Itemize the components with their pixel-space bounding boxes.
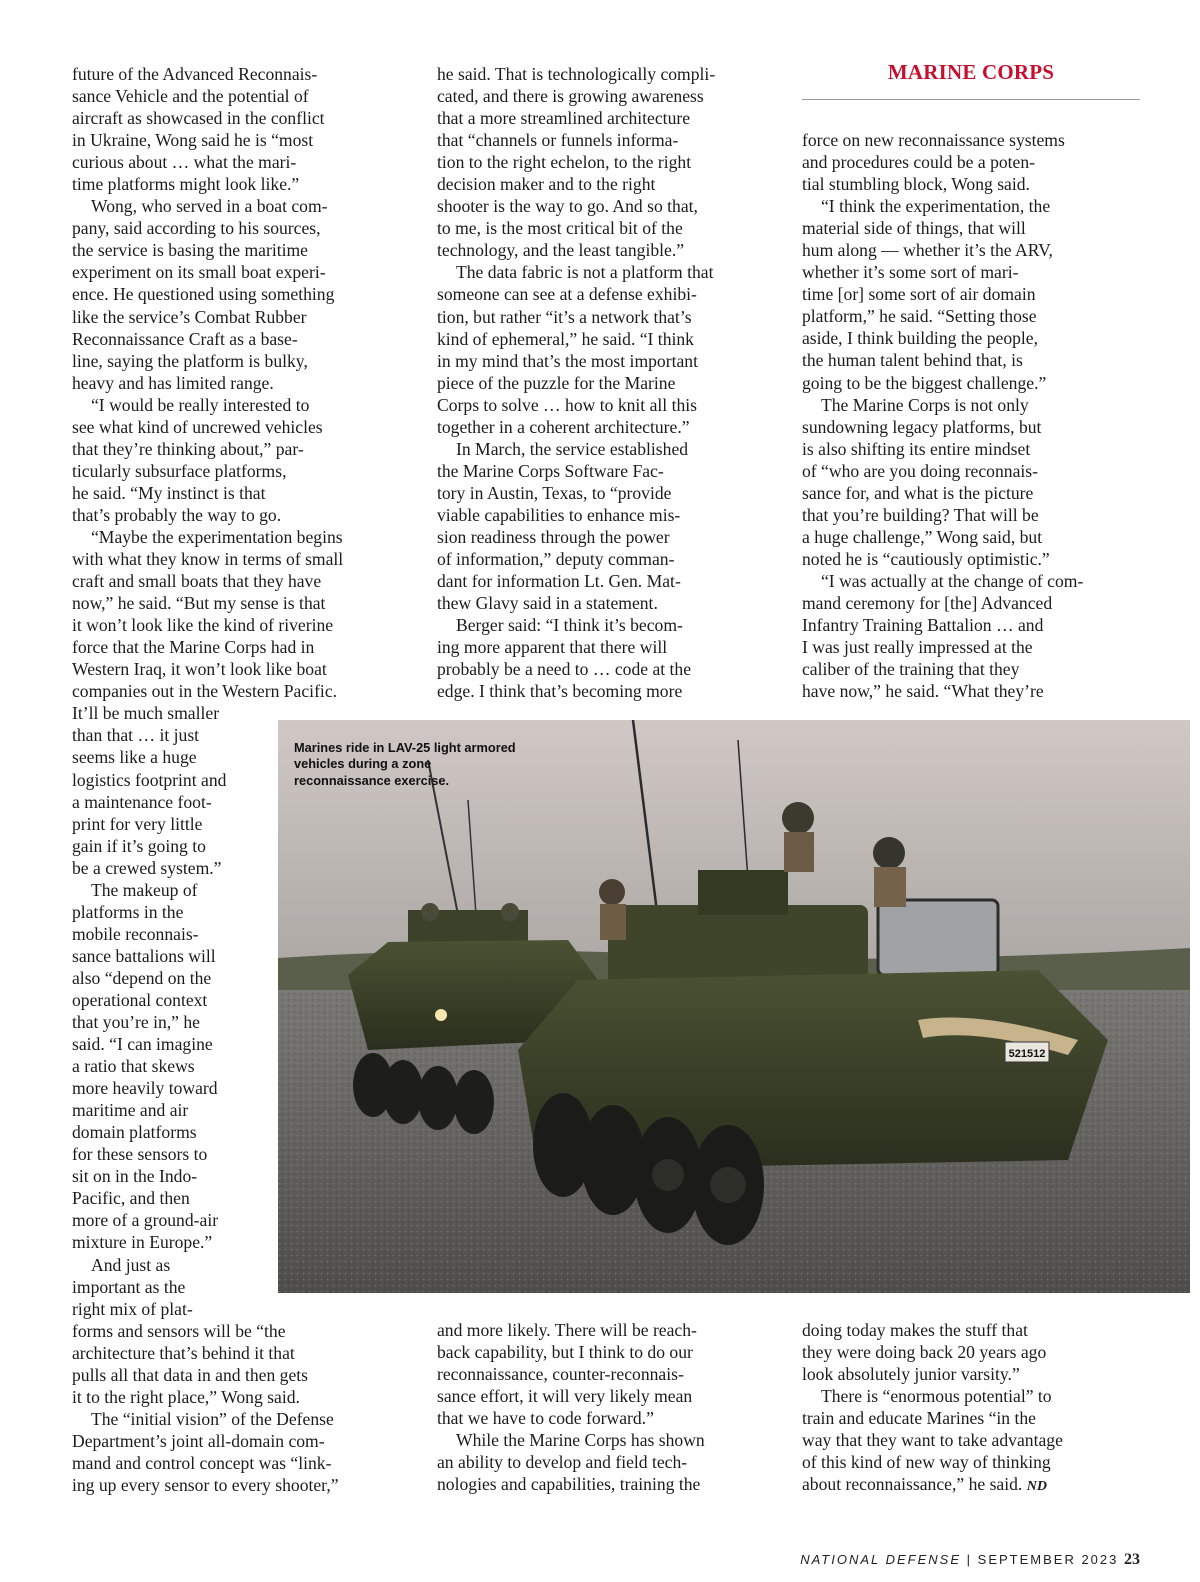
- text-line: sion readiness through the power: [437, 526, 670, 547]
- text-line: Berger said: “I think it’s becom-: [456, 615, 683, 636]
- text-line: tory in Austin, Texas, to “provide: [437, 482, 672, 503]
- text-line: platform,” he said. “Setting those: [802, 306, 1037, 327]
- text-line: to me, is the most critical bit of the: [437, 218, 683, 239]
- column-2-bottom: [437, 1319, 782, 1495]
- text-line: print for very little: [72, 813, 203, 834]
- paragraph: [437, 1319, 782, 1429]
- text-line: sit on in the Indo-: [72, 1166, 198, 1187]
- text-line: pany, said according to his sources,: [72, 218, 321, 239]
- page-footer: [800, 1551, 1140, 1569]
- text-line: architecture that’s behind it that: [72, 1342, 295, 1363]
- paragraph: [72, 394, 412, 526]
- text-line: sance battalions will: [72, 945, 216, 966]
- text-line: a huge challenge,” Wong said, but: [802, 526, 1043, 547]
- text-line: that “channels or funnels informa-: [437, 130, 679, 151]
- text-line: more heavily toward: [72, 1078, 218, 1099]
- text-line: sance Vehicle and the potential of: [72, 86, 309, 107]
- plate-number: 521512: [1008, 1048, 1046, 1060]
- text-line: that we have to code forward.”: [437, 1408, 654, 1429]
- text-line: gain if it’s going to: [72, 835, 206, 856]
- text-line: back capability, but I think to do our: [437, 1342, 693, 1363]
- column-3-bottom: [802, 1319, 1147, 1498]
- text-line: experiment on its small boat experi-: [72, 262, 326, 283]
- paragraph: [437, 63, 782, 261]
- text-line: important as the: [72, 1276, 186, 1297]
- text-line: way that they want to take advantage: [802, 1430, 1063, 1451]
- text-line: Pacific, and then: [72, 1188, 190, 1209]
- paragraph: [802, 394, 1147, 570]
- text-line: In March, the service established: [456, 438, 689, 459]
- text-line: that a more streamlined architecture: [437, 108, 691, 129]
- text-line: technology, and the least tangible.”: [437, 240, 685, 261]
- text-line: ing more apparent that there will: [437, 637, 668, 658]
- text-line: time [or] some sort of air domain: [802, 284, 1036, 305]
- text-line: thew Glavy said in a statement.: [437, 593, 658, 614]
- column-3-top: [802, 129, 1147, 702]
- text-line: have now,” he said. “What they’re: [802, 681, 1044, 702]
- publication-name: NATIONAL DEFENSE: [800, 1552, 962, 1567]
- text-line: reconnaissance, counter-reconnais-: [437, 1364, 684, 1385]
- text-line: train and educate Marines “in the: [802, 1408, 1036, 1429]
- text-line: platforms in the: [72, 901, 184, 922]
- text-line: piece of the puzzle for the Marine: [437, 372, 676, 393]
- text-line: ing up every sensor to every shooter,”: [72, 1475, 339, 1495]
- text-line: shooter is the way to go. And so that,: [437, 196, 698, 217]
- text-line: viable capabilities to enhance mis-: [437, 504, 681, 525]
- text-line: aircraft as showcased in the conflict: [72, 108, 325, 129]
- text-line: kind of ephemeral,” he said. “I think: [437, 328, 694, 349]
- text-line: future of the Advanced Reconnais-: [72, 64, 318, 84]
- text-line: aside, I think building the people,: [802, 328, 1039, 349]
- text-line: The “initial vision” of the Defense: [91, 1408, 334, 1429]
- issue-date: SEPTEMBER 2023: [977, 1552, 1119, 1567]
- text-line: edge. I think that’s becoming more: [437, 681, 683, 702]
- text-line: Corps to solve … how to knit all this: [437, 394, 697, 415]
- text-line: mand and control concept was “link-: [72, 1452, 332, 1473]
- text-line: now,” he said. “But my sense is that: [72, 593, 326, 614]
- text-line: and more likely. There will be reach-: [437, 1320, 697, 1340]
- text-line: I was just really impressed at the: [802, 637, 1033, 658]
- text-line: force that the Marine Corps had in: [72, 637, 315, 658]
- text-line: together in a coherent architecture.”: [437, 416, 690, 437]
- page-number: 23: [1124, 1551, 1140, 1568]
- text-line: whether it’s some sort of mari-: [802, 262, 1019, 283]
- column-2-top: [437, 63, 782, 702]
- text-line: companies out in the Western Pacific.: [72, 681, 338, 702]
- text-line: While the Marine Corps has shown: [456, 1430, 705, 1451]
- paragraph: [802, 195, 1147, 393]
- text-line: he said. That is technologically compli-: [437, 64, 716, 84]
- text-line: it won’t look like the kind of riverine: [72, 615, 334, 636]
- text-line: a ratio that skews: [72, 1056, 195, 1077]
- text-line: an ability to develop and field tech-: [437, 1452, 688, 1473]
- text-line: decision maker and to the right: [437, 174, 656, 195]
- text-line: hum along — whether it’s the ARV,: [802, 240, 1053, 261]
- text-line: ticularly subsurface platforms,: [72, 460, 287, 481]
- text-line: [802, 1473, 1147, 1498]
- text-line: And just as: [91, 1254, 171, 1275]
- text-line: that you’re in,” he: [72, 1012, 200, 1033]
- text-line: “Maybe the experimentation begins: [91, 526, 343, 547]
- text-line: maritime and air: [72, 1100, 189, 1121]
- text-line: tial stumbling block, Wong said.: [802, 174, 1030, 195]
- text-line: it to the right place,” Wong said.: [72, 1386, 300, 1407]
- text-line: also “depend on the: [72, 967, 212, 988]
- paragraph: [437, 614, 782, 702]
- text-line: of this kind of new way of thinking: [802, 1452, 1051, 1473]
- text-line: domain platforms: [72, 1122, 197, 1143]
- text-line: doing today makes the stuff that: [802, 1320, 1028, 1340]
- text-line: operational context: [72, 989, 208, 1010]
- paragraph: [72, 63, 412, 195]
- text-line: “I think the experimentation, the: [821, 196, 1051, 217]
- text-line: mobile reconnais-: [72, 923, 199, 944]
- paragraph: [437, 438, 782, 614]
- text-line: going to be the biggest challenge.”: [802, 372, 1047, 393]
- armored-vehicles-illustration: [278, 720, 1190, 1293]
- text-line: and procedures could be a poten-: [802, 152, 1036, 173]
- text-line: a maintenance foot-: [72, 791, 212, 812]
- end-mark: ND: [1026, 1479, 1047, 1495]
- paragraph: [437, 1429, 782, 1495]
- footer-separator: |: [966, 1552, 973, 1567]
- text-line: be a crewed system.”: [72, 857, 222, 878]
- text-line: time platforms might look like.”: [72, 174, 300, 195]
- text-line: sundowning legacy platforms, but: [802, 416, 1042, 437]
- text-line: caliber of the training that they: [802, 659, 1020, 680]
- text-line: of “who are you doing reconnais-: [802, 460, 1038, 481]
- text-line: nologies and capabilities, training the: [437, 1474, 701, 1495]
- text-line: Department’s joint all-domain com-: [72, 1430, 325, 1451]
- text-line: noted he is “cautiously optimistic.”: [802, 548, 1050, 569]
- text-line: see what kind of uncrewed vehicles: [72, 416, 323, 437]
- paragraph: [802, 1385, 1147, 1498]
- text-line: mixture in Europe.”: [72, 1232, 213, 1253]
- text-line: that you’re building? That will be: [802, 504, 1039, 525]
- text-line: more of a ground-air: [72, 1210, 219, 1231]
- text-line: they were doing back 20 years ago: [802, 1342, 1047, 1363]
- text-line: “I would be really interested to: [91, 394, 310, 415]
- text-line: “I was actually at the change of com-: [821, 570, 1084, 591]
- text-line: forms and sensors will be “the: [72, 1320, 286, 1341]
- section-divider: [802, 99, 1140, 100]
- photo-caption: Marines ride in LAV-25 light armored vehicles during a zone reconnaissance exercise.: [294, 740, 516, 788]
- text-line: Reconnaissance Craft as a base-: [72, 328, 298, 349]
- paragraph: [802, 129, 1147, 195]
- text-line: material side of things, that will: [802, 218, 1026, 239]
- paragraph: [437, 261, 782, 437]
- paragraph: [72, 195, 412, 393]
- text-line: the human talent behind that, is: [802, 350, 1023, 371]
- text-line: that they’re thinking about,” par-: [72, 438, 304, 459]
- text-line: cated, and there is growing awareness: [437, 86, 704, 107]
- text-line: sance effort, it will very likely mean: [437, 1386, 693, 1407]
- text-line: curious about … what the mari-: [72, 152, 297, 173]
- lav-25-photo: [278, 720, 1190, 1293]
- text-line: dant for information Lt. Gen. Mat-: [437, 571, 681, 592]
- text-line: There is “enormous potential” to: [821, 1386, 1052, 1407]
- text-line: the Marine Corps Software Fac-: [437, 460, 664, 481]
- text-line-content: about reconnaissance,” he said.: [802, 1474, 1023, 1495]
- text-line: force on new reconnaissance systems: [802, 130, 1065, 150]
- text-line: sance for, and what is the picture: [802, 482, 1034, 503]
- text-line: The data fabric is not a platform that: [456, 262, 714, 283]
- text-line: Western Iraq, it won’t look like boat: [72, 659, 327, 680]
- text-line: look absolutely junior varsity.”: [802, 1364, 1020, 1385]
- text-line: someone can see at a defense exhibi-: [437, 284, 697, 305]
- text-line: tion, but rather “it’s a network that’s: [437, 306, 692, 327]
- text-line: ence. He questioned using something: [72, 284, 335, 305]
- text-line: tion to the right echelon, to the right: [437, 152, 692, 173]
- text-line: The Marine Corps is not only: [821, 394, 1029, 415]
- text-line: mand ceremony for [the] Advanced: [802, 592, 1053, 613]
- text-line: The makeup of: [91, 879, 198, 900]
- text-line: logistics footprint and: [72, 769, 227, 790]
- text-line: than that … it just: [72, 725, 200, 746]
- paragraph: [802, 1319, 1147, 1385]
- text-line: right mix of plat-: [72, 1298, 193, 1319]
- text-line: craft and small boats that they have: [72, 571, 322, 592]
- text-line: seems like a huge: [72, 747, 197, 768]
- text-line: Wong, who served in a boat com-: [91, 196, 328, 217]
- section-label: MARINE CORPS: [887, 60, 1055, 84]
- text-line: line, saying the platform is bulky,: [72, 350, 308, 371]
- text-line: for these sensors to: [72, 1144, 208, 1165]
- paragraph: [802, 570, 1147, 702]
- text-line: pulls all that data in and then gets: [72, 1364, 308, 1385]
- text-line: probably be a need to … code at the: [437, 659, 692, 680]
- text-line: of information,” deputy comman-: [437, 549, 675, 570]
- text-line: the service is basing the maritime: [72, 240, 308, 261]
- text-line: said. “I can imagine: [72, 1034, 213, 1055]
- text-line: that’s probably the way to go.: [72, 504, 282, 525]
- text-line: is also shifting its entire mindset: [802, 438, 1031, 459]
- text-line: It’ll be much smaller: [72, 703, 220, 724]
- text-line: he said. “My instinct is that: [72, 482, 266, 503]
- paragraph: [72, 1408, 412, 1496]
- text-line: like the service’s Combat Rubber: [72, 306, 307, 327]
- text-line: in my mind that’s the most important: [437, 350, 698, 371]
- text-line: in Ukraine, Wong said he is “most: [72, 130, 314, 151]
- text-line: Infantry Training Battalion … and: [802, 615, 1044, 636]
- text-line: heavy and has limited range.: [72, 372, 274, 393]
- text-line: with what they know in terms of small: [72, 549, 344, 570]
